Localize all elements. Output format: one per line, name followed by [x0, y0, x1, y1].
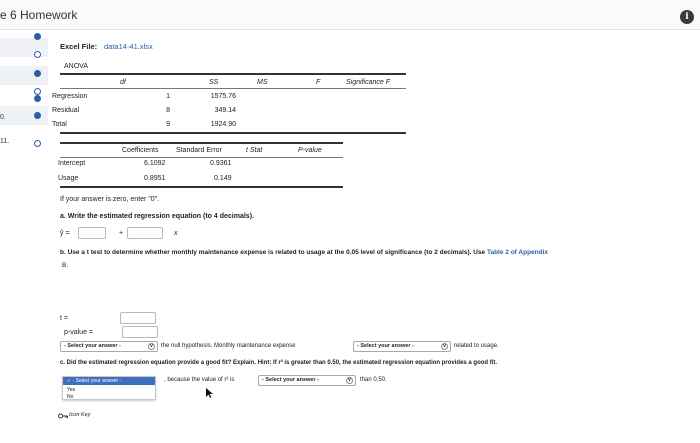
anova-ss: 1924.90: [210, 121, 236, 128]
dropdown-option-yes[interactable]: Yes: [67, 387, 76, 393]
pvalue-label: p-value =: [64, 329, 93, 336]
relation-select-value: - Select your answer -: [357, 343, 414, 349]
anova-df: 8: [166, 107, 170, 114]
question-status-dot[interactable]: [34, 88, 41, 95]
t-label: t =: [60, 315, 68, 322]
table-rule: [60, 73, 406, 75]
part-c-prompt: c. Did the estimated regression equation provide a good fit? Explain. Hint: If r² is greater than 0.50, the estimated regression equation provides a good fit.: [60, 360, 498, 366]
part-a-prompt: a. Write the estimated regression equation (to 4 decimals).: [60, 213, 254, 220]
t-stat-input[interactable]: [120, 312, 156, 324]
chevron-down-icon: v: [441, 343, 448, 350]
dropdown-selected-option[interactable]: ✓ - Select your answer -: [63, 377, 155, 385]
question-content: [48, 30, 700, 443]
question-status-dot[interactable]: [34, 95, 41, 102]
coef-col-coefficients: Coefficients: [122, 147, 159, 154]
anova-col-df: df: [120, 79, 126, 86]
c-sentence-part1: , because the value of r² is: [164, 377, 235, 383]
anova-col-ms: MS: [257, 79, 268, 86]
anova-col-significance: Significance F: [346, 79, 390, 86]
anova-row-label: Total: [52, 121, 67, 128]
slope-input[interactable]: [127, 227, 163, 239]
table-rule: [60, 142, 343, 144]
good-fit-dropdown[interactable]: [62, 376, 156, 400]
info-icon[interactable]: i: [680, 10, 694, 24]
anova-title: ANOVA: [64, 63, 88, 70]
coef-stderror: 0.149: [214, 175, 232, 182]
question-status-dot[interactable]: [34, 51, 41, 58]
r-squared-select-value: - Select your answer -: [262, 377, 319, 383]
anova-row-label: Residual: [52, 107, 80, 114]
question-sidebar: [0, 30, 48, 443]
sidebar-band: [0, 66, 48, 85]
coef-value: 0.8951: [144, 175, 166, 182]
part-b-continuation: B.: [62, 262, 69, 269]
excel-file-link[interactable]: data14-41.xlsx: [104, 42, 153, 51]
hypothesis-select-value: - Select your answer -: [64, 343, 121, 349]
b-sentence-part2: related to usage.: [454, 343, 499, 349]
yhat-label: ŷ =: [60, 230, 70, 237]
zero-note: If your answer is zero, enter "0".: [60, 196, 160, 203]
chevron-down-icon: v: [148, 343, 155, 350]
coef-stderror: 0.9361: [210, 160, 232, 167]
table-2-link[interactable]: Table 2 of Appendix: [486, 249, 549, 256]
coef-value: 6.1092: [144, 160, 166, 167]
part-b-text: b. Use a t test to determine whether monthly maintenance expense is related to usage at the 0.05 level of significance (to 2 decimals). Use: [60, 249, 486, 256]
dropdown-selected-text: - Select your answer -: [72, 378, 122, 384]
mouse-cursor-icon: [206, 388, 214, 398]
anova-ss: 349.14: [214, 107, 236, 114]
excel-file-label: Excel File:: [60, 42, 98, 51]
page-title: e 6 Homework: [0, 8, 78, 22]
question-status-dot[interactable]: [34, 140, 41, 147]
key-icon: [58, 412, 68, 420]
anova-df: 9: [166, 121, 170, 128]
anova-df: 1: [166, 93, 170, 100]
dropdown-option-no[interactable]: No: [67, 394, 74, 400]
question-number: 11.: [0, 138, 10, 145]
coef-col-stderror: Standard Error: [176, 147, 222, 154]
header-bar: [0, 0, 700, 30]
icon-key-link[interactable]: Icon Key: [69, 412, 91, 418]
anova-col-f: F: [316, 79, 321, 86]
part-b-prompt: [60, 249, 700, 256]
coef-row-label: Intercept: [58, 160, 86, 167]
question-status-dot[interactable]: [34, 33, 41, 40]
anova-col-ss: SS: [209, 79, 219, 86]
table-rule: [60, 132, 406, 134]
plus-sign: +: [119, 230, 124, 237]
relation-select[interactable]: [353, 341, 451, 352]
table-rule: [60, 157, 343, 158]
chevron-down-icon: v: [346, 377, 353, 384]
c-sentence-part2: than 0.50.: [360, 377, 387, 383]
x-variable: x: [174, 230, 178, 237]
pvalue-input[interactable]: [122, 326, 158, 338]
table-rule: [60, 88, 406, 89]
b-sentence-part1: the null hypothesis. Monthly maintenance expense: [161, 343, 296, 349]
coef-col-tstat: t Stat: [246, 147, 263, 154]
table-rule: [60, 186, 343, 188]
coef-row-label: Usage: [58, 175, 79, 182]
question-number: 0.: [0, 114, 6, 121]
question-status-dot[interactable]: [34, 112, 41, 119]
anova-row-label: Regression: [52, 93, 88, 100]
r-squared-select[interactable]: [258, 375, 356, 386]
anova-ss: 1575.76: [210, 93, 236, 100]
intercept-input[interactable]: [78, 227, 106, 239]
question-status-dot[interactable]: [34, 70, 41, 77]
hypothesis-select[interactable]: [60, 341, 158, 352]
coef-col-pvalue: P-value: [298, 147, 322, 154]
